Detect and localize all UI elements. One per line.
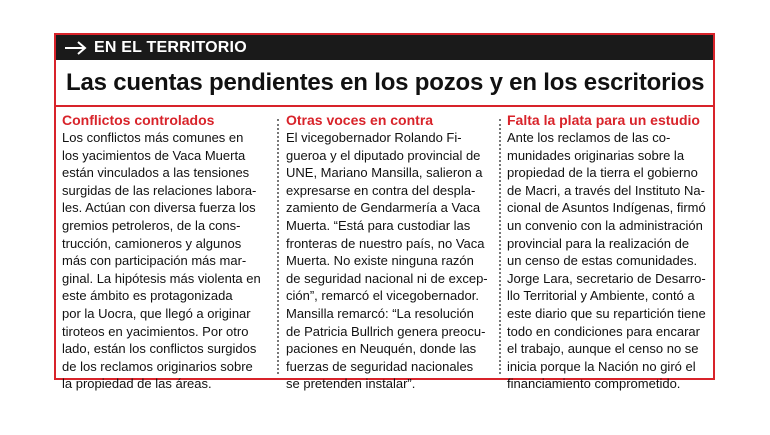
section-label: EN EL TERRITORIO [94,38,247,56]
column-falta-plata [507,112,711,393]
column-divider [277,119,279,374]
column-otras-voces [286,112,490,393]
column-subtitle: Conflictos controlados [62,112,215,128]
arrow-right-icon [64,40,88,56]
column-body: Ante los reclamos de las co- munidades originarias sobre la propiedad de la tierra el gobierno de Macri, a través del Instituto Na- cional de Asuntos Indígenas, firmó un convenio con la administración provincial para la realización de un censo de estas comunidades. Jorge Lara, secretario de Desarro- llo Territorial y Ambiente, contó a este diario que su repartición tiene todo en condiciones para encarar el trabajo, aunque el censo no se inicia porque la Nación no giró el financiamiento comprometido. [507,130,706,392]
column-body: El vicegobernador Rolando Fi- gueroa y el diputado provincial de UNE, Mariano Mansilla, salieron a expresarse en contra del despla- zamiento de Gendarmería a Vaca Muerta. “Está para custodiar las fronteras de nuestro país, no Vaca Muerta. No existe ninguna razón de seguridad nacional ni de excep- ción”, remarcó el vicegobernador. Mansilla remarcó: “La resolución de Patricia Bullrich genera preocu- paciones en Neuquén, donde las fuerzas de seguridad nacionales se pretenden instalar”. [286,130,488,392]
column-body: Los conflictos más comunes en los yacimientos de Vaca Muerta están vinculados a las tensiones surgidas de las relaciones labora- les. Actúan con diversa fuerza los gremios petroleros, de la cons- trucción, camioneros y algunos más con participación más mar- ginal. La hipótesis más violenta en este ámbito es protagonizada por la Uocra, que llegó a originar tiroteos en yacimientos. Por otro lado, están los conflictos surgidos de los reclamos originarios sobre la propiedad de las áreas. [62,130,261,392]
section-bar [56,35,713,60]
column-divider [499,119,501,374]
column-subtitle: Falta la plata para un estudio [507,112,700,128]
article-box [54,33,715,392]
column-conflictos [62,112,267,393]
headline-divider [56,105,713,107]
headline: Las cuentas pendientes en los pozos y en los escritorios [66,69,705,96]
column-subtitle: Otras voces en contra [286,112,434,128]
